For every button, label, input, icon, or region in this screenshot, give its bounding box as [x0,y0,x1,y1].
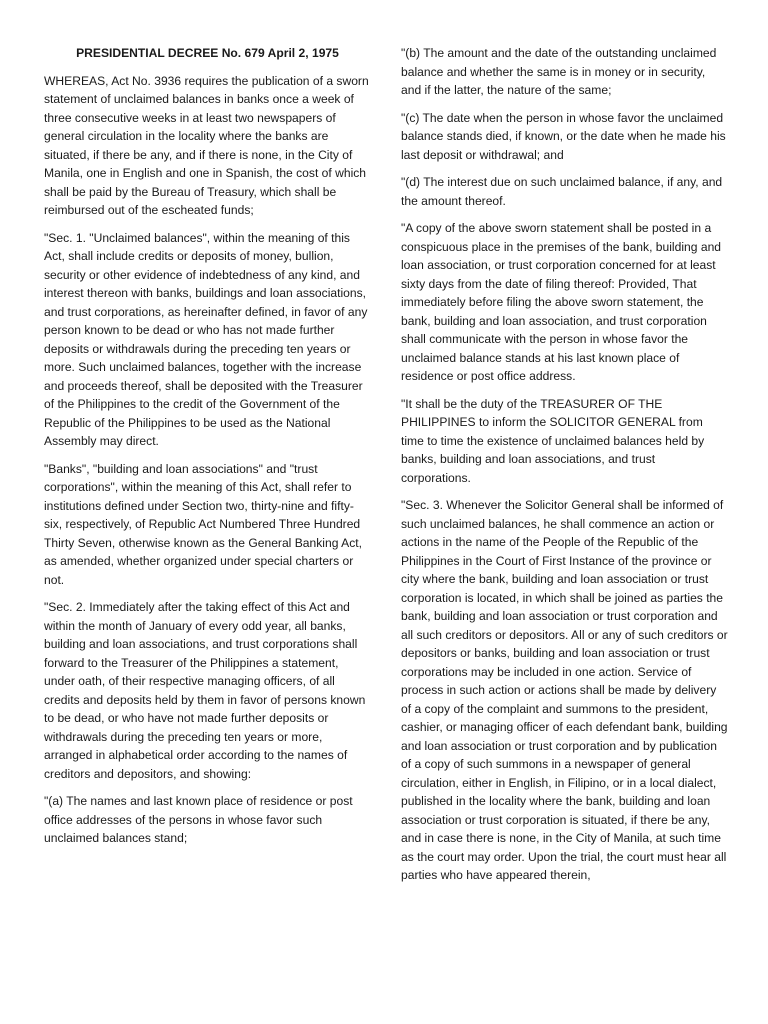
paragraph-item-a: "(a) The names and last known place of residence or post office addresses of the persons in whose favor such unclaimed balances stand; [44,794,353,845]
left-column [44,44,371,1024]
paragraph-sec-2: "Sec. 2. Immediately after the taking effect of this Act and within the month of January of every odd year, all banks, building and loan associations, and trust corporations shall forward to the Treasurer of the Philippines a statement, under oath, of their respective managing officers, of all credits and deposits held by them in favor of persons known to be dead, or who have not made further deposits or withdrawals during the preceding ten years or more, arranged in alphabetical order according to the names of creditors and depositors, and showing: [44,600,366,781]
paragraph-posting-requirement: "A copy of the above sworn statement shall be posted in a conspicuous place in the premises of the bank, building and loan association, or trust corporation concerned for at least sixty days from the date of filing thereof: Provided, That immediately before filing the above sworn statement, the bank, building and loan association, and trust corporation shall communicate with the person in whose favor the unclaimed balance stands at his last known place of residence or post office address. [401,221,722,383]
paragraph-sec-3: "Sec. 3. Whenever the Solicitor General shall be informed of such unclaimed balances, he shall commence an action or actions in the name of the People of the Republic of the Philippines in the Court of First Instance of the province or city where the bank, building and loan association or trust corporation is located, in which shall be joined as parties the bank, building and loan association or trust corporation and all such creditors or depositors. All or any of such creditors or depositors or banks, building and loan association or trust corporations may be included in one action. Service of process in such action or actions shall be made by delivery of a copy of the complaint and summons to the president, cashier, or managing officer of each defendant bank, building and loan association or trust corporation and by publication of a copy of such summons in a newspaper of general circulation, either in English, in Filipino, or in a local dialect, published in the locality where the bank, building and loan association or trust corporation is situated, if there be any, and in case there is none, in the City of Manila, at such time as the court may order. Upon the trial, the court must hear all parties who have appeared therein, [401,498,728,882]
paragraph-item-c: "(c) The date when the person in whose favor the unclaimed balance stands died, if known, or the date when he made his last deposit or withdrawal; and [401,110,726,162]
paragraph-whereas: WHEREAS, Act No. 3936 requires the publication of a sworn statement of unclaimed balances in banks once a week of three consecutive weeks in at least two newspapers of general circulation in the locality where the banks are situated, if there be any, and if there is none, in the City of Manila, one in English and one in Spanish, the cost of which shall be paid by the Bureau of Treasury, which shall be reimbursed out of the escheated funds; [44,73,369,217]
decree-title: PRESIDENTIAL DECREE No. 679 April 2, 1975 [76,46,339,60]
paragraph-sec-1: "Sec. 1. "Unclaimed balances", within the meaning of this Act, shall include credits or deposits of money, bullion, security or other evidence of indebtedness of any kind, and interest thereon with banks, buildings and loan associations, and trust corporations, as hereinafter defined, in favor of any person known to be dead or who has not made further deposits or withdrawals during the preceding ten years or more. Such unclaimed balances, together with the increase and proceeds thereof, shall be deposited with the Treasurer of the Philippines to the credit of the Government of the Republic of the Philippines to be used as the National Assembly may direct. [44,230,368,448]
paragraph-item-b: "(b) The amount and the date of the outstanding unclaimed balance and whether the same is in money or in security, and if the latter, the nature of the same; [401,46,717,97]
paragraph-treasurer-duty: "It shall be the duty of the TREASURER OF THE PHILIPPINES to inform the SOLICITOR GENERAL from time to time the existence of unclaimed balances held by banks, building and loan associations, and trust corporations. [401,396,705,485]
paragraph-item-d: "(d) The interest due on such unclaimed balance, if any, and the amount thereof. [401,175,723,208]
paragraph-banks-definition: "Banks", "building and loan associations" and "trust corporations", within the meaning of this Act, shall refer to institutions defined under Section two, thirty-nine and fifty-six, respectively, of Republic Act Numbered Three Hundred Thirty Seven, otherwise known as the General Banking Act, as amended, whether organized under special charters or not. [44,461,362,587]
right-column [401,44,728,1024]
